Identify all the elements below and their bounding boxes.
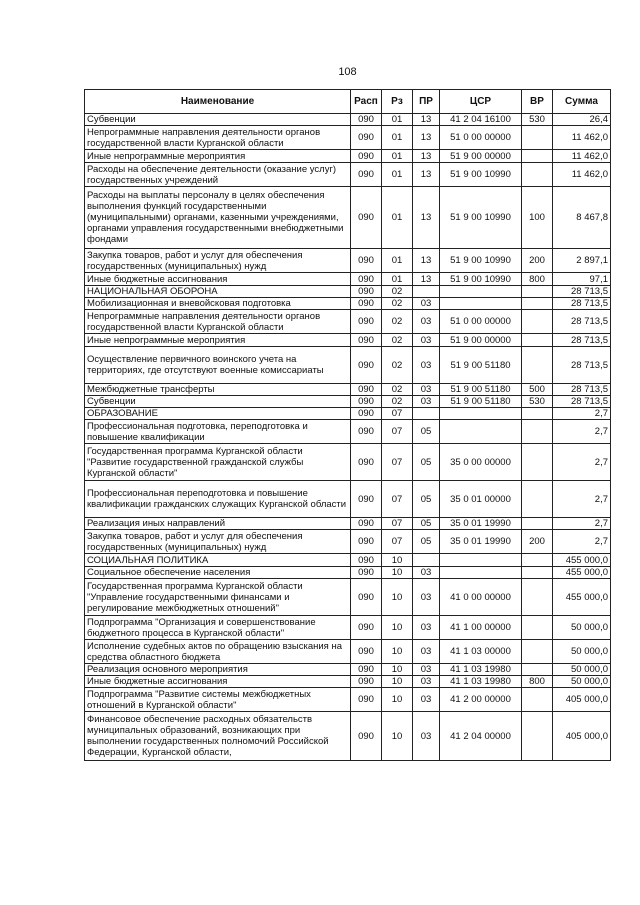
cell-vr: [522, 616, 553, 640]
cell-pr: 03: [413, 579, 440, 616]
cell-rz: 01: [382, 114, 413, 126]
cell-vr: [522, 126, 553, 150]
cell-name: Иные непрограммные мероприятия: [85, 150, 351, 163]
cell-pr: 13: [413, 114, 440, 126]
cell-vr: 800: [522, 273, 553, 286]
cell-rasp: 090: [351, 298, 382, 310]
cell-name: НАЦИОНАЛЬНАЯ ОБОРОНА: [85, 286, 351, 298]
table-row: [85, 444, 611, 481]
cell-name: Непрограммные направления деятельности органов государственной власти Курганской области: [85, 126, 351, 150]
cell-vr: [522, 688, 553, 712]
cell-pr: 03: [413, 712, 440, 761]
cell-pr: 13: [413, 273, 440, 286]
cell-csr: 51 0 00 00000: [440, 310, 522, 334]
cell-pr: 03: [413, 396, 440, 408]
cell-sum: 405 000,0: [553, 712, 611, 761]
table-row: [85, 518, 611, 530]
cell-csr: [440, 408, 522, 420]
table-row: [85, 420, 611, 444]
cell-rasp: 090: [351, 163, 382, 187]
cell-pr: 05: [413, 481, 440, 518]
cell-vr: 800: [522, 676, 553, 688]
cell-csr: 41 1 00 00000: [440, 616, 522, 640]
cell-rz: 10: [382, 676, 413, 688]
cell-sum: 455 000,0: [553, 579, 611, 616]
cell-csr: 51 9 00 10990: [440, 273, 522, 286]
cell-csr: 51 9 00 51180: [440, 396, 522, 408]
cell-vr: [522, 481, 553, 518]
cell-vr: 200: [522, 249, 553, 273]
cell-sum: 97,1: [553, 273, 611, 286]
cell-sum: 26,4: [553, 114, 611, 126]
cell-csr: [440, 420, 522, 444]
cell-sum: 455 000,0: [553, 554, 611, 567]
cell-name: Профессиональная подготовка, переподготовка и повышение квалификации: [85, 420, 351, 444]
cell-rasp: 090: [351, 249, 382, 273]
cell-pr: 13: [413, 163, 440, 187]
cell-csr: 35 0 01 00000: [440, 481, 522, 518]
table-row: [85, 114, 611, 126]
cell-sum: 28 713,5: [553, 298, 611, 310]
cell-sum: 2 897,1: [553, 249, 611, 273]
cell-name: Исполнение судебных актов по обращению взыскания на средства областного бюджета: [85, 640, 351, 664]
table-row: [85, 616, 611, 640]
cell-rz: 10: [382, 567, 413, 579]
cell-name: Расходы на обеспечение деятельности (оказание услуг) государственных учреждений: [85, 163, 351, 187]
cell-pr: 03: [413, 567, 440, 579]
header-name: Наименование: [85, 90, 351, 114]
cell-csr: 41 1 03 00000: [440, 640, 522, 664]
cell-pr: 05: [413, 444, 440, 481]
cell-name: Государственная программа Курганской области "Развитие государственной гражданской службы Курганской области": [85, 444, 351, 481]
cell-vr: [522, 640, 553, 664]
cell-rasp: 090: [351, 273, 382, 286]
cell-rasp: 090: [351, 396, 382, 408]
cell-rz: 10: [382, 616, 413, 640]
cell-rasp: 090: [351, 616, 382, 640]
cell-rasp: 090: [351, 384, 382, 396]
header-pr: ПР: [413, 90, 440, 114]
cell-rz: 10: [382, 579, 413, 616]
cell-rz: 02: [382, 310, 413, 334]
cell-pr: 03: [413, 334, 440, 347]
table-row: [85, 579, 611, 616]
cell-name: Непрограммные направления деятельности органов государственной власти Курганской области: [85, 310, 351, 334]
cell-pr: 03: [413, 298, 440, 310]
cell-vr: [522, 712, 553, 761]
cell-rasp: 090: [351, 347, 382, 384]
cell-rasp: 090: [351, 187, 382, 249]
cell-rasp: 090: [351, 518, 382, 530]
cell-vr: [522, 567, 553, 579]
cell-name: Иные бюджетные ассигнования: [85, 676, 351, 688]
cell-vr: [522, 420, 553, 444]
cell-sum: 28 713,5: [553, 310, 611, 334]
table-row: [85, 347, 611, 384]
cell-rasp: 090: [351, 676, 382, 688]
cell-rasp: 090: [351, 126, 382, 150]
cell-vr: 100: [522, 187, 553, 249]
cell-name: Иные непрограммные мероприятия: [85, 334, 351, 347]
cell-rz: 07: [382, 444, 413, 481]
cell-rasp: 090: [351, 444, 382, 481]
cell-rz: 02: [382, 347, 413, 384]
cell-vr: [522, 444, 553, 481]
cell-csr: 51 9 00 00000: [440, 150, 522, 163]
cell-sum: 2,7: [553, 444, 611, 481]
cell-rz: 07: [382, 481, 413, 518]
cell-vr: [522, 554, 553, 567]
cell-pr: 03: [413, 676, 440, 688]
table-row: [85, 150, 611, 163]
cell-name: Расходы на выплаты персоналу в целях обеспечения выполнения функций государственными (муниципальными) органами, казенными учреждениями, органами управления государственными внебюджетными фондами: [85, 187, 351, 249]
cell-rz: 01: [382, 150, 413, 163]
cell-csr: 41 2 04 00000: [440, 712, 522, 761]
table-row: [85, 554, 611, 567]
cell-vr: [522, 334, 553, 347]
cell-vr: 530: [522, 114, 553, 126]
cell-pr: 03: [413, 616, 440, 640]
cell-csr: 41 0 00 00000: [440, 579, 522, 616]
cell-name: ОБРАЗОВАНИЕ: [85, 408, 351, 420]
cell-sum: 2,7: [553, 408, 611, 420]
cell-rz: 02: [382, 384, 413, 396]
cell-pr: 05: [413, 530, 440, 554]
cell-csr: 41 2 04 16100: [440, 114, 522, 126]
cell-sum: 28 713,5: [553, 396, 611, 408]
cell-rasp: 090: [351, 712, 382, 761]
cell-rasp: 090: [351, 579, 382, 616]
cell-rz: 10: [382, 688, 413, 712]
budget-table: [84, 89, 611, 761]
cell-vr: [522, 347, 553, 384]
cell-rasp: 090: [351, 530, 382, 554]
cell-name: Межбюджетные трансферты: [85, 384, 351, 396]
cell-rasp: 090: [351, 150, 382, 163]
cell-sum: 405 000,0: [553, 688, 611, 712]
cell-rz: 01: [382, 187, 413, 249]
cell-name: Реализация иных направлений: [85, 518, 351, 530]
cell-pr: 05: [413, 420, 440, 444]
table-row: [85, 640, 611, 664]
cell-name: Иные бюджетные ассигнования: [85, 273, 351, 286]
table-row: [85, 187, 611, 249]
cell-csr: 51 9 00 51180: [440, 347, 522, 384]
cell-csr: [440, 298, 522, 310]
cell-rz: 02: [382, 396, 413, 408]
cell-vr: 200: [522, 530, 553, 554]
cell-sum: 2,7: [553, 518, 611, 530]
cell-rasp: 090: [351, 114, 382, 126]
cell-rz: 10: [382, 664, 413, 676]
cell-vr: [522, 408, 553, 420]
table-row: [85, 249, 611, 273]
cell-sum: 11 462,0: [553, 126, 611, 150]
cell-pr: 03: [413, 347, 440, 384]
table-row: [85, 396, 611, 408]
table-row: [85, 273, 611, 286]
cell-rz: 07: [382, 518, 413, 530]
cell-name: Субвенции: [85, 114, 351, 126]
cell-sum: 11 462,0: [553, 163, 611, 187]
cell-rasp: 090: [351, 664, 382, 676]
table-row: [85, 334, 611, 347]
cell-sum: 2,7: [553, 530, 611, 554]
table-row: [85, 310, 611, 334]
cell-csr: 51 9 00 10990: [440, 187, 522, 249]
cell-vr: [522, 518, 553, 530]
cell-vr: [522, 310, 553, 334]
cell-pr: [413, 554, 440, 567]
cell-rz: 01: [382, 273, 413, 286]
cell-vr: [522, 286, 553, 298]
table-row: [85, 481, 611, 518]
table-row: [85, 408, 611, 420]
cell-pr: 05: [413, 518, 440, 530]
cell-sum: 2,7: [553, 420, 611, 444]
cell-rasp: 090: [351, 420, 382, 444]
cell-csr: 41 1 03 19980: [440, 664, 522, 676]
table-row: [85, 567, 611, 579]
cell-csr: [440, 286, 522, 298]
table-row: [85, 712, 611, 761]
cell-rasp: 090: [351, 334, 382, 347]
cell-csr: 51 9 00 10990: [440, 163, 522, 187]
header-csr: ЦСР: [440, 90, 522, 114]
cell-sum: 50 000,0: [553, 640, 611, 664]
cell-name: Финансовое обеспечение расходных обязательств муниципальных образований, возникающих при выполнении государственных полномочий Российской Федерации, Курганской области,: [85, 712, 351, 761]
page-number: 108: [338, 66, 357, 78]
cell-pr: 03: [413, 384, 440, 396]
cell-rz: 10: [382, 640, 413, 664]
header-sum: Сумма: [553, 90, 611, 114]
cell-pr: [413, 286, 440, 298]
cell-rasp: 090: [351, 408, 382, 420]
table-header-row: [85, 90, 611, 114]
cell-vr: 500: [522, 384, 553, 396]
cell-rasp: 090: [351, 554, 382, 567]
cell-rz: 10: [382, 712, 413, 761]
cell-rz: 01: [382, 249, 413, 273]
table-row: [85, 688, 611, 712]
cell-csr: 51 9 00 10990: [440, 249, 522, 273]
cell-name: Реализация основного мероприятия: [85, 664, 351, 676]
cell-rz: 02: [382, 298, 413, 310]
cell-name: Осуществление первичного воинского учета на территориях, где отсутствуют военные комиссариаты: [85, 347, 351, 384]
cell-vr: [522, 150, 553, 163]
cell-sum: 28 713,5: [553, 334, 611, 347]
cell-csr: 51 9 00 51180: [440, 384, 522, 396]
cell-csr: 51 0 00 00000: [440, 126, 522, 150]
table-row: [85, 286, 611, 298]
cell-vr: [522, 664, 553, 676]
cell-name: Субвенции: [85, 396, 351, 408]
cell-name: Мобилизационная и вневойсковая подготовка: [85, 298, 351, 310]
table-row: [85, 530, 611, 554]
table-row: [85, 384, 611, 396]
cell-rz: 07: [382, 530, 413, 554]
cell-vr: [522, 298, 553, 310]
cell-csr: 35 0 00 00000: [440, 444, 522, 481]
cell-sum: 50 000,0: [553, 664, 611, 676]
cell-pr: 13: [413, 150, 440, 163]
cell-rasp: 090: [351, 310, 382, 334]
cell-rz: 07: [382, 408, 413, 420]
cell-csr: [440, 554, 522, 567]
table-row: [85, 676, 611, 688]
cell-name: Закупка товаров, работ и услуг для обеспечения государственных (муниципальных) нужд: [85, 530, 351, 554]
cell-rz: 02: [382, 334, 413, 347]
cell-sum: 11 462,0: [553, 150, 611, 163]
cell-name: Социальное обеспечение населения: [85, 567, 351, 579]
cell-sum: 28 713,5: [553, 347, 611, 384]
cell-name: СОЦИАЛЬНАЯ ПОЛИТИКА: [85, 554, 351, 567]
cell-name: Государственная программа Курганской области "Управление государственными финансами и регулирование межбюджетных отношений": [85, 579, 351, 616]
cell-sum: 455 000,0: [553, 567, 611, 579]
cell-rasp: 090: [351, 481, 382, 518]
cell-csr: 41 2 00 00000: [440, 688, 522, 712]
table-row: [85, 664, 611, 676]
table-row: [85, 298, 611, 310]
cell-pr: [413, 408, 440, 420]
cell-rz: 10: [382, 554, 413, 567]
cell-csr: 51 9 00 00000: [440, 334, 522, 347]
cell-rasp: 090: [351, 688, 382, 712]
table-row: [85, 126, 611, 150]
cell-sum: 28 713,5: [553, 286, 611, 298]
cell-rz: 01: [382, 163, 413, 187]
header-rasp: Расп: [351, 90, 382, 114]
cell-name: Закупка товаров, работ и услуг для обеспечения государственных (муниципальных) нужд: [85, 249, 351, 273]
cell-csr: 35 0 01 19990: [440, 530, 522, 554]
cell-name: Подпрограмма "Организация и совершенствование бюджетного процесса в Курганской области": [85, 616, 351, 640]
cell-sum: 8 467,8: [553, 187, 611, 249]
cell-sum: 50 000,0: [553, 676, 611, 688]
cell-pr: 03: [413, 688, 440, 712]
cell-rasp: 090: [351, 286, 382, 298]
table-row: [85, 163, 611, 187]
header-rz: Рз: [382, 90, 413, 114]
cell-pr: 03: [413, 310, 440, 334]
cell-rz: 02: [382, 286, 413, 298]
cell-sum: 50 000,0: [553, 616, 611, 640]
cell-pr: 13: [413, 249, 440, 273]
cell-sum: 2,7: [553, 481, 611, 518]
header-vr: ВР: [522, 90, 553, 114]
cell-pr: 13: [413, 187, 440, 249]
cell-vr: [522, 579, 553, 616]
cell-rasp: 090: [351, 640, 382, 664]
cell-vr: 530: [522, 396, 553, 408]
cell-vr: [522, 163, 553, 187]
cell-pr: 03: [413, 664, 440, 676]
cell-csr: 35 0 01 19990: [440, 518, 522, 530]
cell-name: Профессиональная переподготовка и повышение квалификации гражданских служащих Курганской области: [85, 481, 351, 518]
cell-name: Подпрограмма "Развитие системы межбюджетных отношений в Курганской области": [85, 688, 351, 712]
cell-rz: 01: [382, 126, 413, 150]
cell-csr: [440, 567, 522, 579]
cell-pr: 03: [413, 640, 440, 664]
cell-rasp: 090: [351, 567, 382, 579]
cell-pr: 13: [413, 126, 440, 150]
cell-csr: 41 1 03 19980: [440, 676, 522, 688]
cell-rz: 07: [382, 420, 413, 444]
cell-sum: 28 713,5: [553, 384, 611, 396]
